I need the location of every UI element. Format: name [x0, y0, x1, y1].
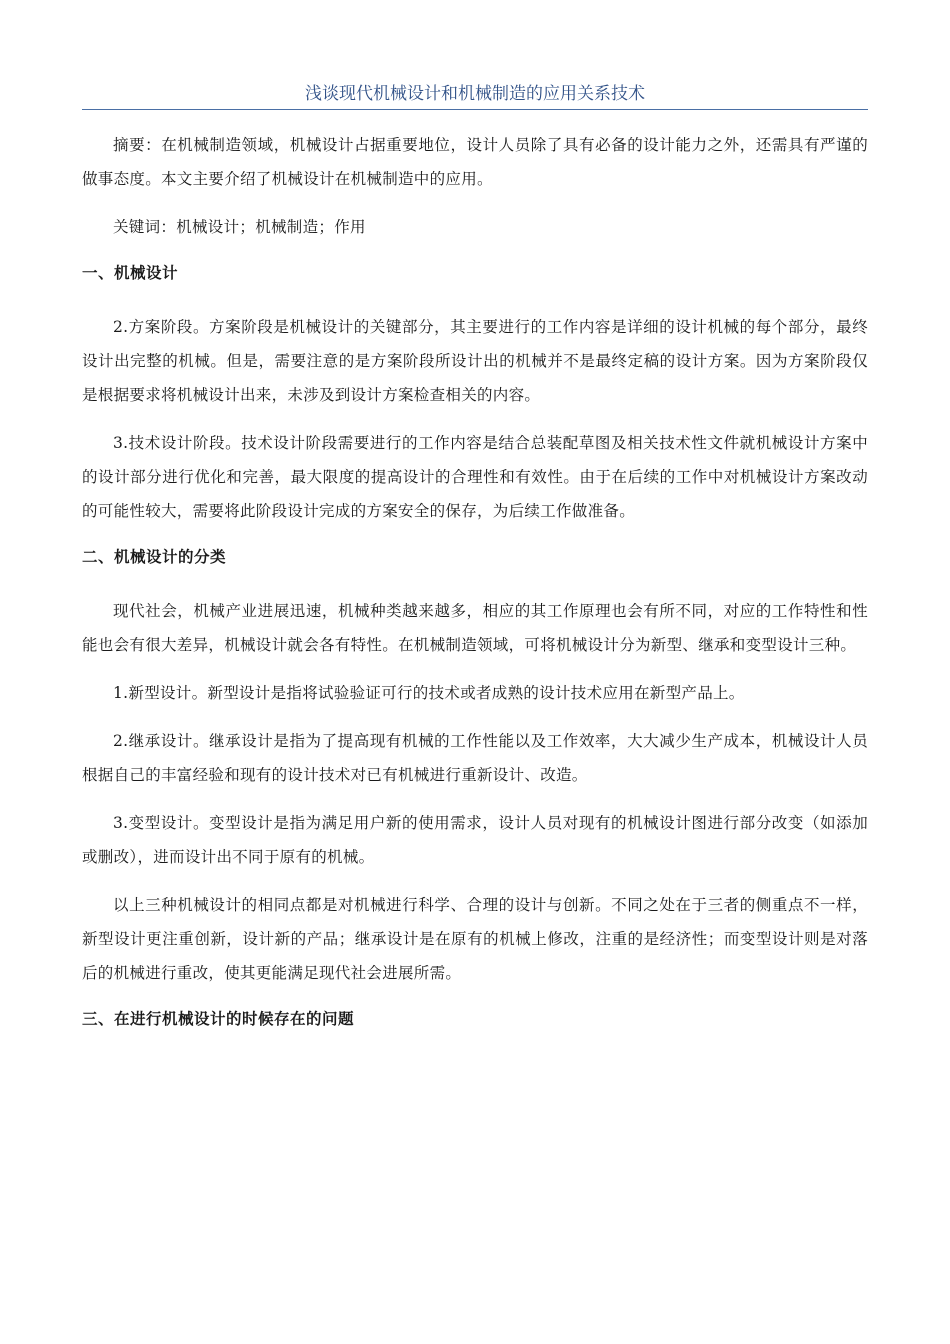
body-paragraph: 1.新型设计。新型设计是指将试验验证可行的技术或者成熟的设计技术应用在新型产品上。 — [113, 684, 745, 702]
section-heading-1: 一、机械设计 — [82, 264, 179, 282]
body-paragraph: 3.技术设计阶段。技术设计阶段需要进行的工作内容是结合总装配草图及相关技术性文件就机械设计方案中的设计部分进行优化和完善，最大限度的提高设计的合理性和有效性。由于在后续的工作中对机械设计方案改动的可能性较大，需要将此阶段设计完成的方案安全的保存，为后续工作做准备。 — [82, 434, 868, 520]
section-heading-3: 三、在进行机械设计的时候存在的问题 — [82, 1010, 355, 1028]
page-header-title: 浅谈现代机械设计和机械制造的应用关系技术 — [305, 84, 645, 104]
abstract-paragraph: 摘要：在机械制造领域，机械设计占据重要地位，设计人员除了具有必备的设计能力之外，还需具有严谨的做事态度。本文主要介绍了机械设计在机械制造中的应用。 — [82, 136, 868, 188]
body-paragraph: 3.变型设计。变型设计是指为满足用户新的使用需求，设计人员对现有的机械设计图进行部分改变（如添加或删改），进而设计出不同于原有的机械。 — [82, 814, 868, 866]
body-paragraph: 2.方案阶段。方案阶段是机械设计的关键部分，其主要进行的工作内容是详细的设计机械的每个部分，最终设计出完整的机械。但是，需要注意的是方案阶段所设计出的机械并不是最终定稿的设计方案。因为方案阶段仅是根据要求将机械设计出来，未涉及到设计方案检查相关的内容。 — [82, 318, 868, 404]
section-heading-2: 二、机械设计的分类 — [82, 548, 227, 566]
header-divider — [82, 109, 868, 110]
body-paragraph: 现代社会，机械产业进展迅速，机械种类越来越多，相应的其工作原理也会有所不同，对应的工作特性和性能也会有很大差异，机械设计就会各有特性。在机械制造领域，可将机械设计分为新型、继承和变型设计三种。 — [82, 602, 868, 654]
body-paragraph: 2.继承设计。继承设计是指为了提高现有机械的工作性能以及工作效率，大大减少生产成本，机械设计人员根据自己的丰富经验和现有的设计技术对已有机械进行重新设计、改造。 — [82, 732, 868, 784]
document-page — [82, 0, 868, 1056]
keywords-paragraph: 关键词：机械设计；机械制造；作用 — [113, 218, 366, 236]
body-paragraph: 以上三种机械设计的相同点都是对机械进行科学、合理的设计与创新。不同之处在于三者的侧重点不一样，新型设计更注重创新，设计新的产品；继承设计是在原有的机械上修改，注重的是经济性；而变型设计则是对落后的机械进行重改，使其更能满足现代社会进展所需。 — [82, 896, 868, 982]
